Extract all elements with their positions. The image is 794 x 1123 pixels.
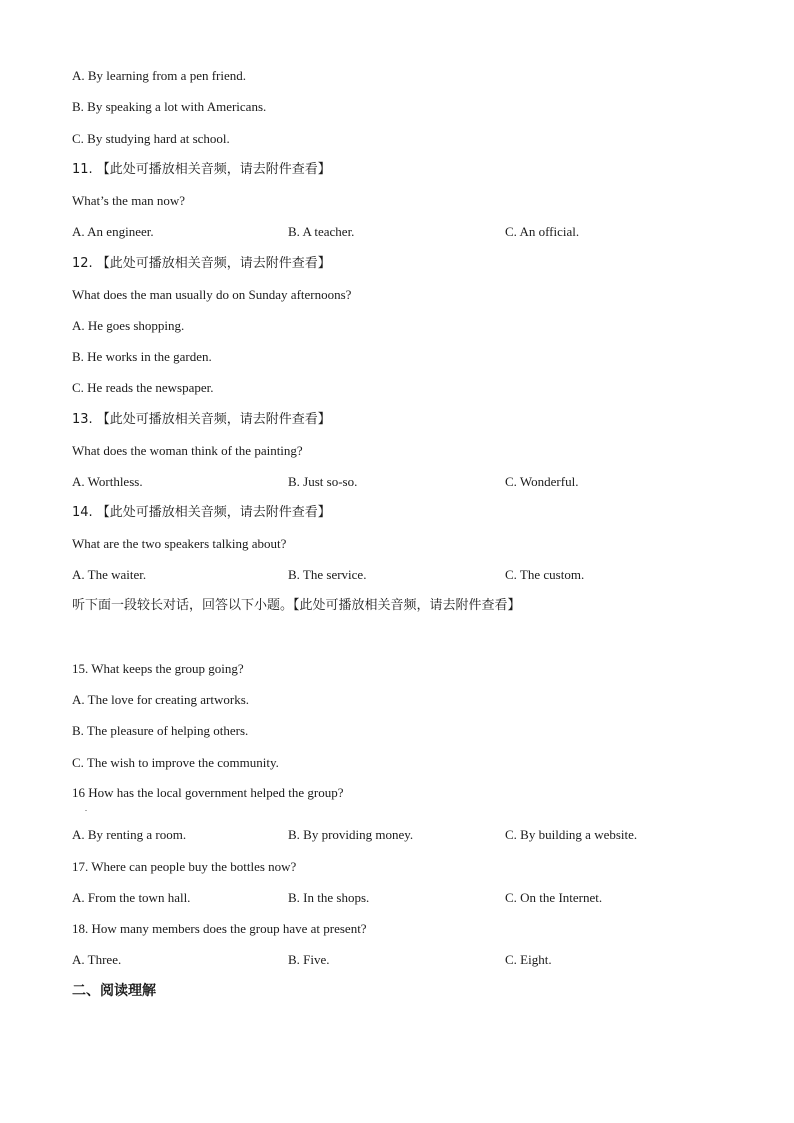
option-a-10: A. By learning from a pen friend. [72,68,247,83]
question-16: 16 How has the local government helped the group? [72,785,344,800]
audio-note-12: 12. 【此处可播放相关音频，请去附件查看】 [72,256,331,271]
section-heading-reading: 二、阅读理解 [72,983,156,999]
option-a-15: A. The love for creating artworks. [72,692,250,707]
option-c-15: C. The wish to improve the community. [72,755,279,770]
question-12: What does the man usually do on Sunday afternoons? [72,287,352,302]
option-b-11: B. A teacher. [288,224,355,239]
option-b-18: B. Five. [288,952,330,967]
question-14: What are the two speakers talking about? [72,536,287,551]
option-c-14: C. The custom. [505,567,585,582]
option-c-13: C. Wonderful. [505,474,579,489]
option-c-12: C. He reads the newspaper. [72,380,214,395]
option-a-18: A. Three. [72,952,122,967]
option-a-14: A. The waiter. [72,567,147,582]
question-13: What does the woman think of the painting? [72,443,303,458]
option-a-12: A. He goes shopping. [72,318,185,333]
option-c-17: C. On the Internet. [505,890,603,905]
audio-note-13: 13. 【此处可播放相关音频，请去附件查看】 [72,412,331,427]
option-b-10: B. By speaking a lot with Americans. [72,99,267,114]
option-c-10: C. By studying hard at school. [72,131,230,146]
option-b-12: B. He works in the garden. [72,349,212,364]
audio-note-14: 14. 【此处可播放相关音频，请去附件查看】 [72,505,331,520]
option-c-11: C. An official. [505,224,580,239]
option-b-16: B. By providing money. [288,827,414,842]
question-17: 17. Where can people buy the bottles now? [72,859,297,874]
question-15: 15. What keeps the group going? [72,661,244,676]
option-b-17: B. In the shops. [288,890,370,905]
option-a-11: A. An engineer. [72,224,154,239]
stray-dot: . [85,804,87,813]
option-b-15: B. The pleasure of helping others. [72,723,249,738]
audio-note-11: 11. 【此处可播放相关音频，请去附件查看】 [72,162,331,177]
long-dialogue-instruction: 听下面一段较长对话，回答以下小题。【此处可播放相关音频，请去附件查看】 [72,598,521,613]
option-a-16: A. By renting a room. [72,827,187,842]
option-a-17: A. From the town hall. [72,890,191,905]
option-b-14: B. The service. [288,567,367,582]
option-a-13: A. Worthless. [72,474,143,489]
question-11: What’s the man now? [72,193,185,208]
question-18: 18. How many members does the group have at present? [72,921,367,936]
option-b-13: B. Just so-so. [288,474,358,489]
option-c-16: C. By building a website. [505,827,638,842]
option-c-18: C. Eight. [505,952,552,967]
